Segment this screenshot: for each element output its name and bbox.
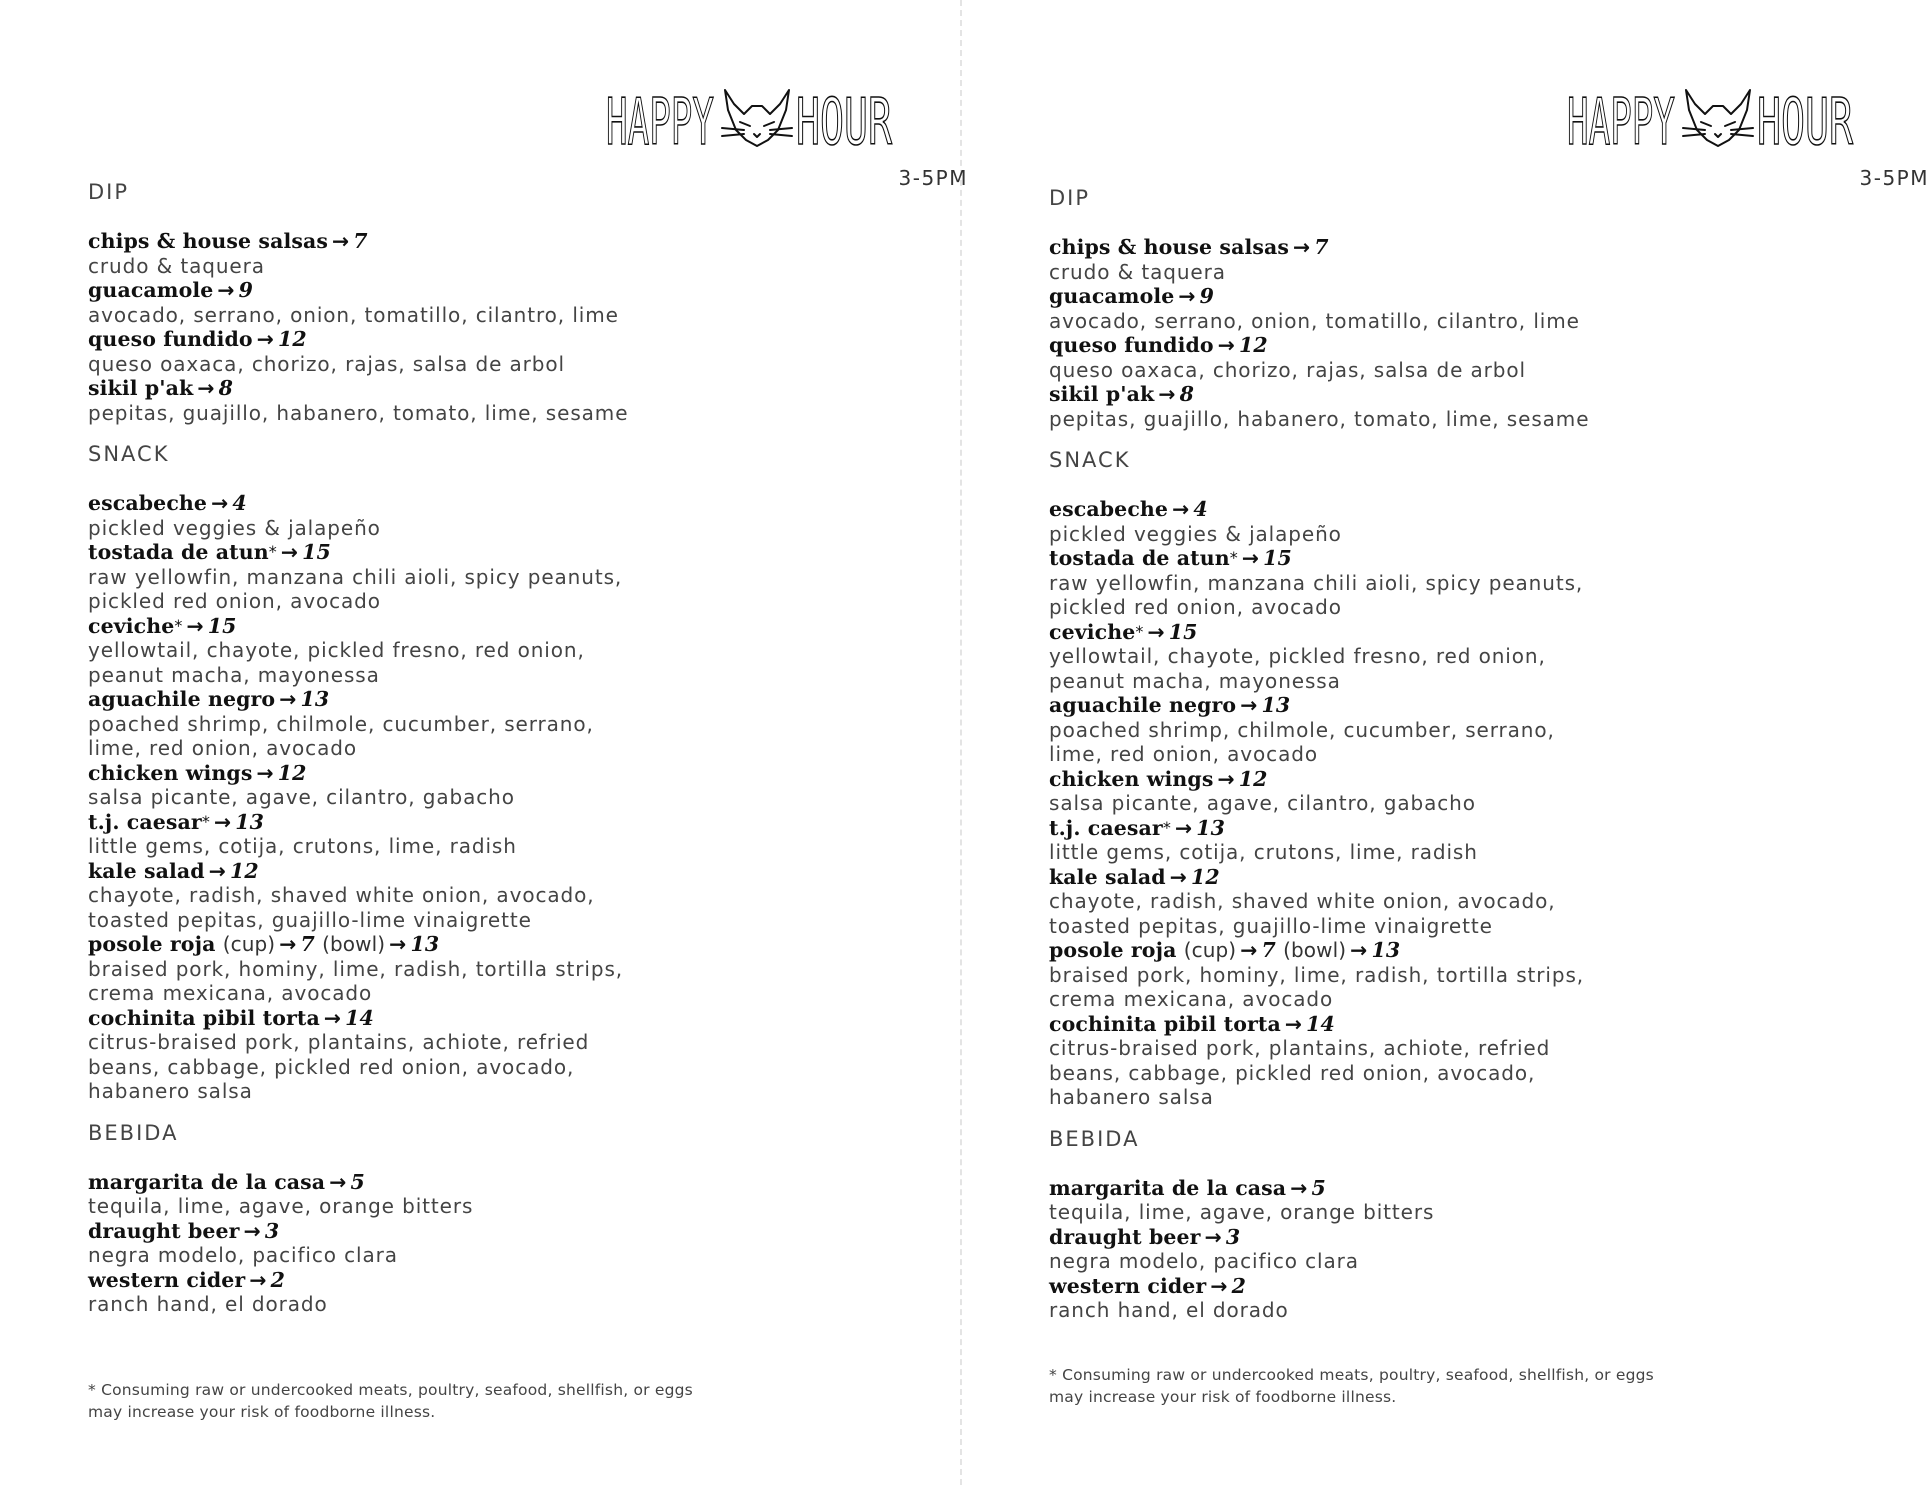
item-description: tequila, lime, agave, orange bitters	[1049, 1200, 1435, 1224]
item-description: chayote, radish, shaved white onion, avocado,	[88, 883, 595, 907]
item-name-line	[1049, 497, 1909, 522]
item-name-line	[88, 229, 948, 254]
menu-item	[88, 376, 948, 425]
item-description: queso oaxaca, chorizo, rajas, salsa de arbol	[88, 351, 565, 376]
item-name-line	[88, 278, 948, 303]
item-description: pickled veggies & jalapeño	[1049, 521, 1342, 546]
arrow-icon: →	[280, 540, 299, 564]
arrow-icon: →	[1290, 1175, 1308, 1200]
menu-item	[88, 540, 948, 614]
item-name-line	[88, 810, 948, 835]
item-description: avocado, serrano, onion, tomatillo, cilantro, lime	[1049, 308, 1580, 333]
item-price: 13	[1371, 938, 1401, 962]
section-title: DIP	[1049, 186, 1091, 210]
arrow-icon: →	[279, 687, 297, 711]
item-name-line	[1049, 693, 1909, 718]
item-name: guacamole	[1049, 284, 1175, 308]
item-description: habanero salsa	[1049, 1085, 1214, 1109]
item-price: 15	[1168, 619, 1198, 644]
menu-section	[1049, 186, 1909, 431]
item-name-line	[88, 761, 948, 786]
item-name-line	[88, 376, 948, 401]
item-name: chicken wings	[1049, 766, 1214, 791]
item-name: tostada de atun	[1049, 546, 1230, 570]
item-price: 9	[238, 278, 254, 302]
happy-hour-logo	[1567, 84, 1932, 160]
footnote	[88, 1380, 788, 1423]
item-description: lime, red onion, avocado	[1049, 742, 1318, 766]
item-description: peanut macha, mayonessa	[1049, 668, 1341, 693]
menu-section	[88, 1121, 948, 1317]
happy-hour-logo-graphic	[1567, 84, 1932, 160]
item-name: t.j. caesar	[1049, 815, 1163, 840]
item-price: 4	[1193, 497, 1208, 521]
menu-item	[1049, 620, 1909, 694]
footnote-line: * Consuming raw or undercooked meats, poultry, seafood, shellfish, or eggs	[88, 1381, 693, 1399]
item-description: little gems, cotija, crutons, lime, radish	[1049, 840, 1478, 864]
section-title: BEBIDA	[88, 1120, 179, 1145]
arrow-icon: →	[1158, 382, 1176, 406]
footnote	[1049, 1365, 1749, 1408]
item-description: negra modelo, pacifico clara	[1049, 1249, 1359, 1273]
arrow-icon: →	[1240, 693, 1258, 717]
item-name-line	[1049, 333, 1909, 358]
item-description: avocado, serrano, onion, tomatillo, cilantro, lime	[88, 302, 619, 327]
menu-item	[1049, 497, 1909, 546]
arrow-icon: →	[197, 376, 215, 400]
size-label: (cup)	[222, 932, 276, 956]
item-price: 13	[1196, 815, 1225, 840]
item-description: crudo & taquera	[88, 253, 265, 278]
menu-item	[88, 761, 948, 810]
size-label: (bowl)	[1283, 938, 1347, 962]
item-name-line	[1049, 816, 1909, 841]
item-name-line	[88, 687, 948, 712]
logo-word-right: HOUR	[1757, 86, 1854, 160]
menu-item	[1049, 235, 1909, 284]
menu-section	[1049, 448, 1909, 1110]
menu-item	[88, 1219, 948, 1268]
arrow-icon: →	[1241, 546, 1260, 570]
item-price: 12	[1238, 333, 1268, 357]
item-price: 13	[235, 809, 264, 834]
arrow-icon: →	[332, 229, 350, 253]
item-description: poached shrimp, chilmole, cucumber, serrano,	[1049, 717, 1555, 742]
item-price: 7	[353, 229, 368, 253]
item-description: queso oaxaca, chorizo, rajas, salsa de arbol	[1049, 357, 1526, 382]
item-name-line	[88, 1006, 948, 1031]
item-price: 15	[207, 613, 237, 638]
item-price: 3	[1225, 1224, 1241, 1249]
item-description: pickled red onion, avocado	[88, 589, 381, 613]
item-name-line	[88, 614, 948, 639]
item-name-line	[1049, 1176, 1909, 1201]
item-name: posole roja	[88, 932, 216, 956]
item-description: pepitas, guajillo, habanero, tomato, lime, sesame	[88, 400, 629, 425]
item-price: 7	[1261, 938, 1276, 962]
item-description: lime, red onion, avocado	[88, 736, 357, 760]
happy-hour-logo	[606, 84, 971, 160]
item-price: 8	[1179, 382, 1194, 406]
item-name-line	[88, 859, 948, 884]
item-description: chayote, radish, shaved white onion, avocado,	[1049, 889, 1556, 913]
item-price: 12	[277, 760, 307, 785]
raw-warning-mark: *	[1135, 621, 1144, 641]
arrow-icon: →	[249, 1267, 267, 1292]
arrow-icon: →	[279, 932, 297, 956]
arrow-icon: →	[1217, 766, 1235, 791]
menu-item	[1049, 1176, 1909, 1225]
item-name-line	[1049, 382, 1909, 407]
item-name: western cider	[1049, 1273, 1207, 1298]
item-name-line	[1049, 1225, 1909, 1250]
arrow-icon: →	[1174, 815, 1193, 840]
item-price: 7	[300, 932, 315, 956]
menu-item	[1049, 382, 1909, 431]
logo-word-left: HAPPY	[1567, 86, 1675, 160]
item-name-line	[1049, 235, 1909, 260]
menu-page-right	[1049, 0, 1929, 1485]
menu-item	[1049, 284, 1909, 333]
item-price: 8	[218, 376, 233, 400]
item-name: sikil p'ak	[88, 376, 194, 400]
menu-item	[88, 278, 948, 327]
arrow-icon: →	[243, 1218, 261, 1243]
item-price: 12	[1238, 766, 1268, 791]
item-price: 12	[229, 858, 259, 883]
section-title: DIP	[88, 180, 130, 204]
section-title: SNACK	[1049, 448, 1131, 472]
menu-item	[88, 491, 948, 540]
menu-content	[1049, 186, 1909, 1340]
menu-item	[88, 229, 948, 278]
raw-warning-mark: *	[1229, 548, 1238, 567]
arrow-icon: →	[389, 932, 407, 956]
item-name: western cider	[88, 1267, 246, 1292]
item-price: 13	[410, 932, 440, 956]
size-label: (cup)	[1183, 938, 1237, 962]
arrow-icon: →	[1169, 864, 1187, 889]
arrow-icon: →	[1210, 1273, 1228, 1298]
menu-item	[88, 687, 948, 761]
menu-item	[88, 614, 948, 688]
menu-item	[1049, 546, 1909, 620]
menu-item	[88, 810, 948, 859]
item-description: yellowtail, chayote, pickled fresno, red onion,	[88, 638, 585, 662]
section-title: SNACK	[88, 442, 170, 466]
arrow-icon: →	[1284, 1011, 1303, 1036]
item-name: chips & house salsas	[1049, 235, 1290, 259]
item-name-line	[1049, 938, 1909, 963]
item-price: 15	[302, 540, 331, 564]
item-description: pepitas, guajillo, habanero, tomato, lime, sesame	[1049, 406, 1590, 431]
item-name-line	[1049, 1274, 1909, 1299]
item-name: posole roja	[1049, 938, 1177, 962]
item-name: margarita de la casa	[1049, 1175, 1287, 1200]
item-price: 13	[300, 687, 330, 711]
logo-word-left: HAPPY	[606, 86, 714, 160]
item-description: braised pork, hominy, lime, radish, tortilla strips,	[1049, 962, 1585, 987]
arrow-icon: →	[217, 278, 235, 302]
item-name: cochinita pibil torta	[1049, 1011, 1281, 1036]
item-description: citrus-braised pork, plantains, achiote, refried	[88, 1030, 590, 1054]
arrow-icon: →	[186, 613, 204, 638]
item-name-line	[1049, 865, 1909, 890]
item-name: escabeche	[88, 491, 208, 515]
item-price: 12	[277, 327, 307, 351]
menu-item	[88, 859, 948, 933]
menu-section	[1049, 1127, 1909, 1323]
arrow-icon: →	[213, 809, 232, 834]
section-title: BEBIDA	[1049, 1126, 1140, 1151]
menu-item	[1049, 816, 1909, 865]
menu-item	[1049, 865, 1909, 939]
footnote-line: may increase your risk of foodborne illness.	[1049, 1387, 1397, 1406]
item-name-line	[1049, 546, 1909, 571]
arrow-icon: →	[256, 760, 274, 785]
item-description: salsa picante, agave, cilantro, gabacho	[1049, 791, 1476, 815]
item-name: escabeche	[1049, 497, 1169, 521]
item-name-line	[1049, 1012, 1909, 1037]
size-label: (bowl)	[322, 932, 386, 956]
item-description: toasted pepitas, guajillo-lime vinaigrette	[1049, 913, 1493, 938]
item-name: ceviche	[1049, 619, 1136, 644]
item-name: kale salad	[88, 858, 205, 883]
item-description: toasted pepitas, guajillo-lime vinaigrette	[88, 907, 532, 932]
item-price: 9	[1199, 284, 1215, 308]
menu-section	[88, 442, 948, 1104]
raw-warning-mark: *	[268, 542, 277, 561]
hours-label: 3-5PM	[1859, 166, 1929, 190]
arrow-icon: →	[1293, 235, 1311, 259]
item-name: kale salad	[1049, 864, 1166, 889]
menu-item	[1049, 1225, 1909, 1274]
hours-label: 3-5PM	[898, 166, 968, 190]
raw-warning-mark: *	[174, 615, 183, 635]
menu-item	[1049, 767, 1909, 816]
item-name: sikil p'ak	[1049, 382, 1155, 406]
raw-warning-mark: *	[201, 811, 210, 831]
footnote-line: * Consuming raw or undercooked meats, poultry, seafood, shellfish, or eggs	[1049, 1366, 1654, 1384]
arrow-icon: →	[1217, 333, 1235, 357]
item-name: draught beer	[1049, 1224, 1201, 1249]
cat-face-icon	[722, 90, 792, 146]
item-description: raw yellowfin, manzana chili aioli, spicy peanuts,	[1049, 570, 1584, 595]
item-name-line	[1049, 620, 1909, 645]
item-price: 5	[1311, 1175, 1326, 1200]
item-price: 5	[350, 1169, 365, 1194]
item-description: raw yellowfin, manzana chili aioli, spicy peanuts,	[88, 564, 623, 589]
arrow-icon: →	[1350, 938, 1368, 962]
item-description: peanut macha, mayonessa	[88, 662, 380, 687]
item-description: poached shrimp, chilmole, cucumber, serrano,	[88, 711, 594, 736]
item-description: negra modelo, pacifico clara	[88, 1243, 398, 1267]
item-description: little gems, cotija, crutons, lime, radish	[88, 834, 517, 858]
item-name-line	[1049, 767, 1909, 792]
item-description: ranch hand, el dorado	[88, 1292, 328, 1316]
raw-warning-mark: *	[1162, 817, 1171, 837]
menu-page-left	[88, 0, 968, 1485]
menu-item	[1049, 693, 1909, 767]
happy-hour-logo-graphic	[606, 84, 971, 160]
cat-face-icon	[1683, 90, 1753, 146]
item-name: aguachile negro	[1049, 693, 1237, 717]
item-description: crema mexicana, avocado	[88, 981, 373, 1005]
item-description: crema mexicana, avocado	[1049, 987, 1334, 1011]
item-description: braised pork, hominy, lime, radish, tortilla strips,	[88, 956, 624, 981]
menu-content	[88, 180, 948, 1334]
item-name-line	[88, 1219, 948, 1244]
item-name-line	[88, 491, 948, 516]
item-description: pickled red onion, avocado	[1049, 595, 1342, 619]
arrow-icon: →	[1147, 619, 1165, 644]
item-description: citrus-braised pork, plantains, achiote, refried	[1049, 1036, 1551, 1060]
item-description: beans, cabbage, pickled red onion, avocado,	[88, 1054, 575, 1079]
arrow-icon: →	[211, 491, 229, 515]
item-price: 12	[1190, 864, 1220, 889]
menu-item	[88, 327, 948, 376]
arrow-icon: →	[1204, 1224, 1222, 1249]
menu-item	[1049, 333, 1909, 382]
item-name: chicken wings	[88, 760, 253, 785]
item-description: salsa picante, agave, cilantro, gabacho	[88, 785, 515, 809]
item-description: crudo & taquera	[1049, 259, 1226, 284]
menu-item	[88, 1268, 948, 1317]
item-name: cochinita pibil torta	[88, 1005, 320, 1030]
item-name-line	[1049, 284, 1909, 309]
item-name: guacamole	[88, 278, 214, 302]
item-name-line	[88, 932, 948, 957]
menu-item	[88, 1170, 948, 1219]
item-description: habanero salsa	[88, 1079, 253, 1103]
menu-section	[88, 180, 948, 425]
item-price: 14	[345, 1005, 374, 1030]
item-price: 2	[1231, 1273, 1246, 1298]
item-price: 13	[1261, 693, 1291, 717]
item-name: tostada de atun	[88, 540, 269, 564]
item-description: tequila, lime, agave, orange bitters	[88, 1194, 474, 1218]
item-price: 3	[264, 1218, 280, 1243]
item-name: draught beer	[88, 1218, 240, 1243]
item-description: ranch hand, el dorado	[1049, 1298, 1289, 1322]
arrow-icon: →	[208, 858, 226, 883]
item-name: queso fundido	[88, 327, 253, 351]
arrow-icon: →	[329, 1169, 347, 1194]
arrow-icon: →	[256, 327, 274, 351]
item-name-line	[88, 327, 948, 352]
item-price: 15	[1263, 546, 1292, 570]
item-name: aguachile negro	[88, 687, 276, 711]
arrow-icon: →	[1172, 497, 1190, 521]
item-name-line	[88, 1170, 948, 1195]
item-name: t.j. caesar	[88, 809, 202, 834]
menu-item	[1049, 1274, 1909, 1323]
logo-word-right: HOUR	[796, 86, 893, 160]
item-name: ceviche	[88, 613, 175, 638]
item-name: chips & house salsas	[88, 229, 329, 253]
item-name: queso fundido	[1049, 333, 1214, 357]
arrow-icon: →	[1240, 938, 1258, 962]
menu-item	[1049, 938, 1909, 1012]
item-name-line	[88, 1268, 948, 1293]
item-price: 7	[1314, 235, 1329, 259]
menu-item	[88, 932, 948, 1006]
item-name-line	[88, 540, 948, 565]
item-price: 2	[270, 1267, 285, 1292]
item-description: yellowtail, chayote, pickled fresno, red onion,	[1049, 644, 1546, 668]
menu-item	[1049, 1012, 1909, 1110]
item-price: 4	[232, 491, 247, 515]
item-name: margarita de la casa	[88, 1169, 326, 1194]
item-description: beans, cabbage, pickled red onion, avocado,	[1049, 1060, 1536, 1085]
item-description: pickled veggies & jalapeño	[88, 515, 381, 540]
item-price: 14	[1306, 1011, 1335, 1036]
footnote-line: may increase your risk of foodborne illness.	[88, 1402, 436, 1421]
arrow-icon: →	[1178, 284, 1196, 308]
arrow-icon: →	[323, 1005, 342, 1030]
menu-item	[88, 1006, 948, 1104]
